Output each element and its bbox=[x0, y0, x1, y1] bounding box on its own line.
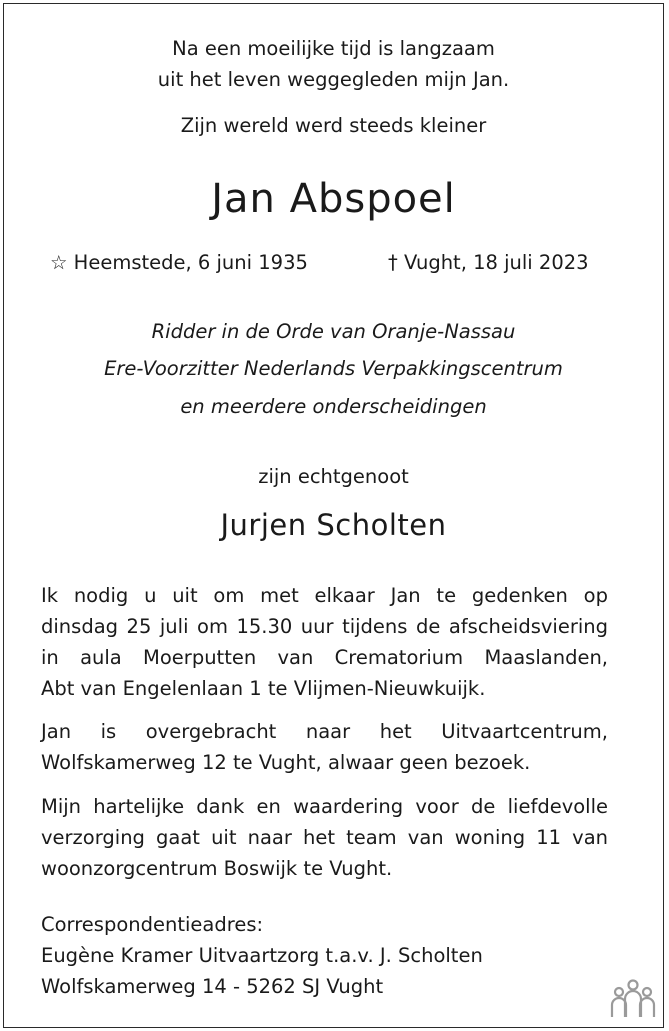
honor-3: en meerdere onderscheidingen bbox=[180, 395, 487, 418]
deceased-name: Jan Abspoel bbox=[211, 176, 456, 222]
paragraph-3-line: verzorging gaat uit naar het team van woning 11 van bbox=[41, 826, 608, 849]
paragraph-1-line: in aula Moerputten van Crematorium Maaslanden, bbox=[41, 646, 608, 669]
intro-line-2: uit het leven weggegleden mijn Jan. bbox=[157, 68, 510, 91]
paragraph-3-line: Mijn hartelijke dank en waardering voor de liefdevolle bbox=[41, 795, 608, 818]
correspondence-line-1: Eugène Kramer Uitvaartzorg t.a.v. J. Scholten bbox=[41, 944, 483, 967]
honor-2: Ere-Voorzitter Nederlands Verpakkingscentrum bbox=[104, 357, 563, 380]
intro-line-3: Zijn wereld werd steeds kleiner bbox=[180, 114, 487, 137]
birth-info: ☆ Heemstede, 6 juni 1935 bbox=[50, 251, 308, 274]
spouse-relation: zijn echtgenoot bbox=[258, 465, 409, 488]
paragraph-2-line: Wolfskamerweg 12 te Vught, alwaar geen bezoek. bbox=[41, 751, 531, 774]
paragraph-2-line: Jan is overgebracht naar het Uitvaartcentrum, bbox=[41, 720, 608, 743]
spouse-name: Jurjen Scholten bbox=[220, 508, 447, 542]
intro-line-1: Na een moeilijke tijd is langzaam bbox=[172, 37, 495, 60]
obituary-card bbox=[3, 3, 664, 1028]
people-group-icon bbox=[609, 977, 657, 1021]
honor-1: Ridder in de Orde van Oranje-Nassau bbox=[151, 320, 516, 343]
paragraph-1-line: Ik nodig u uit om met elkaar Jan te gedenken op bbox=[41, 584, 608, 607]
death-info: † Vught, 18 juli 2023 bbox=[388, 251, 589, 274]
paragraph-1-line: Abt van Engelenlaan 1 te Vlijmen-Nieuwkuijk. bbox=[41, 677, 486, 700]
paragraph-3-line: woonzorgcentrum Boswijk te Vught. bbox=[41, 857, 393, 880]
paragraph-1-line: dinsdag 25 juli om 15.30 uur tijdens de afscheidsviering bbox=[41, 615, 608, 638]
correspondence-line-2: Wolfskamerweg 14 - 5262 SJ Vught bbox=[41, 975, 384, 998]
correspondence-label: Correspondentieadres: bbox=[41, 913, 264, 936]
